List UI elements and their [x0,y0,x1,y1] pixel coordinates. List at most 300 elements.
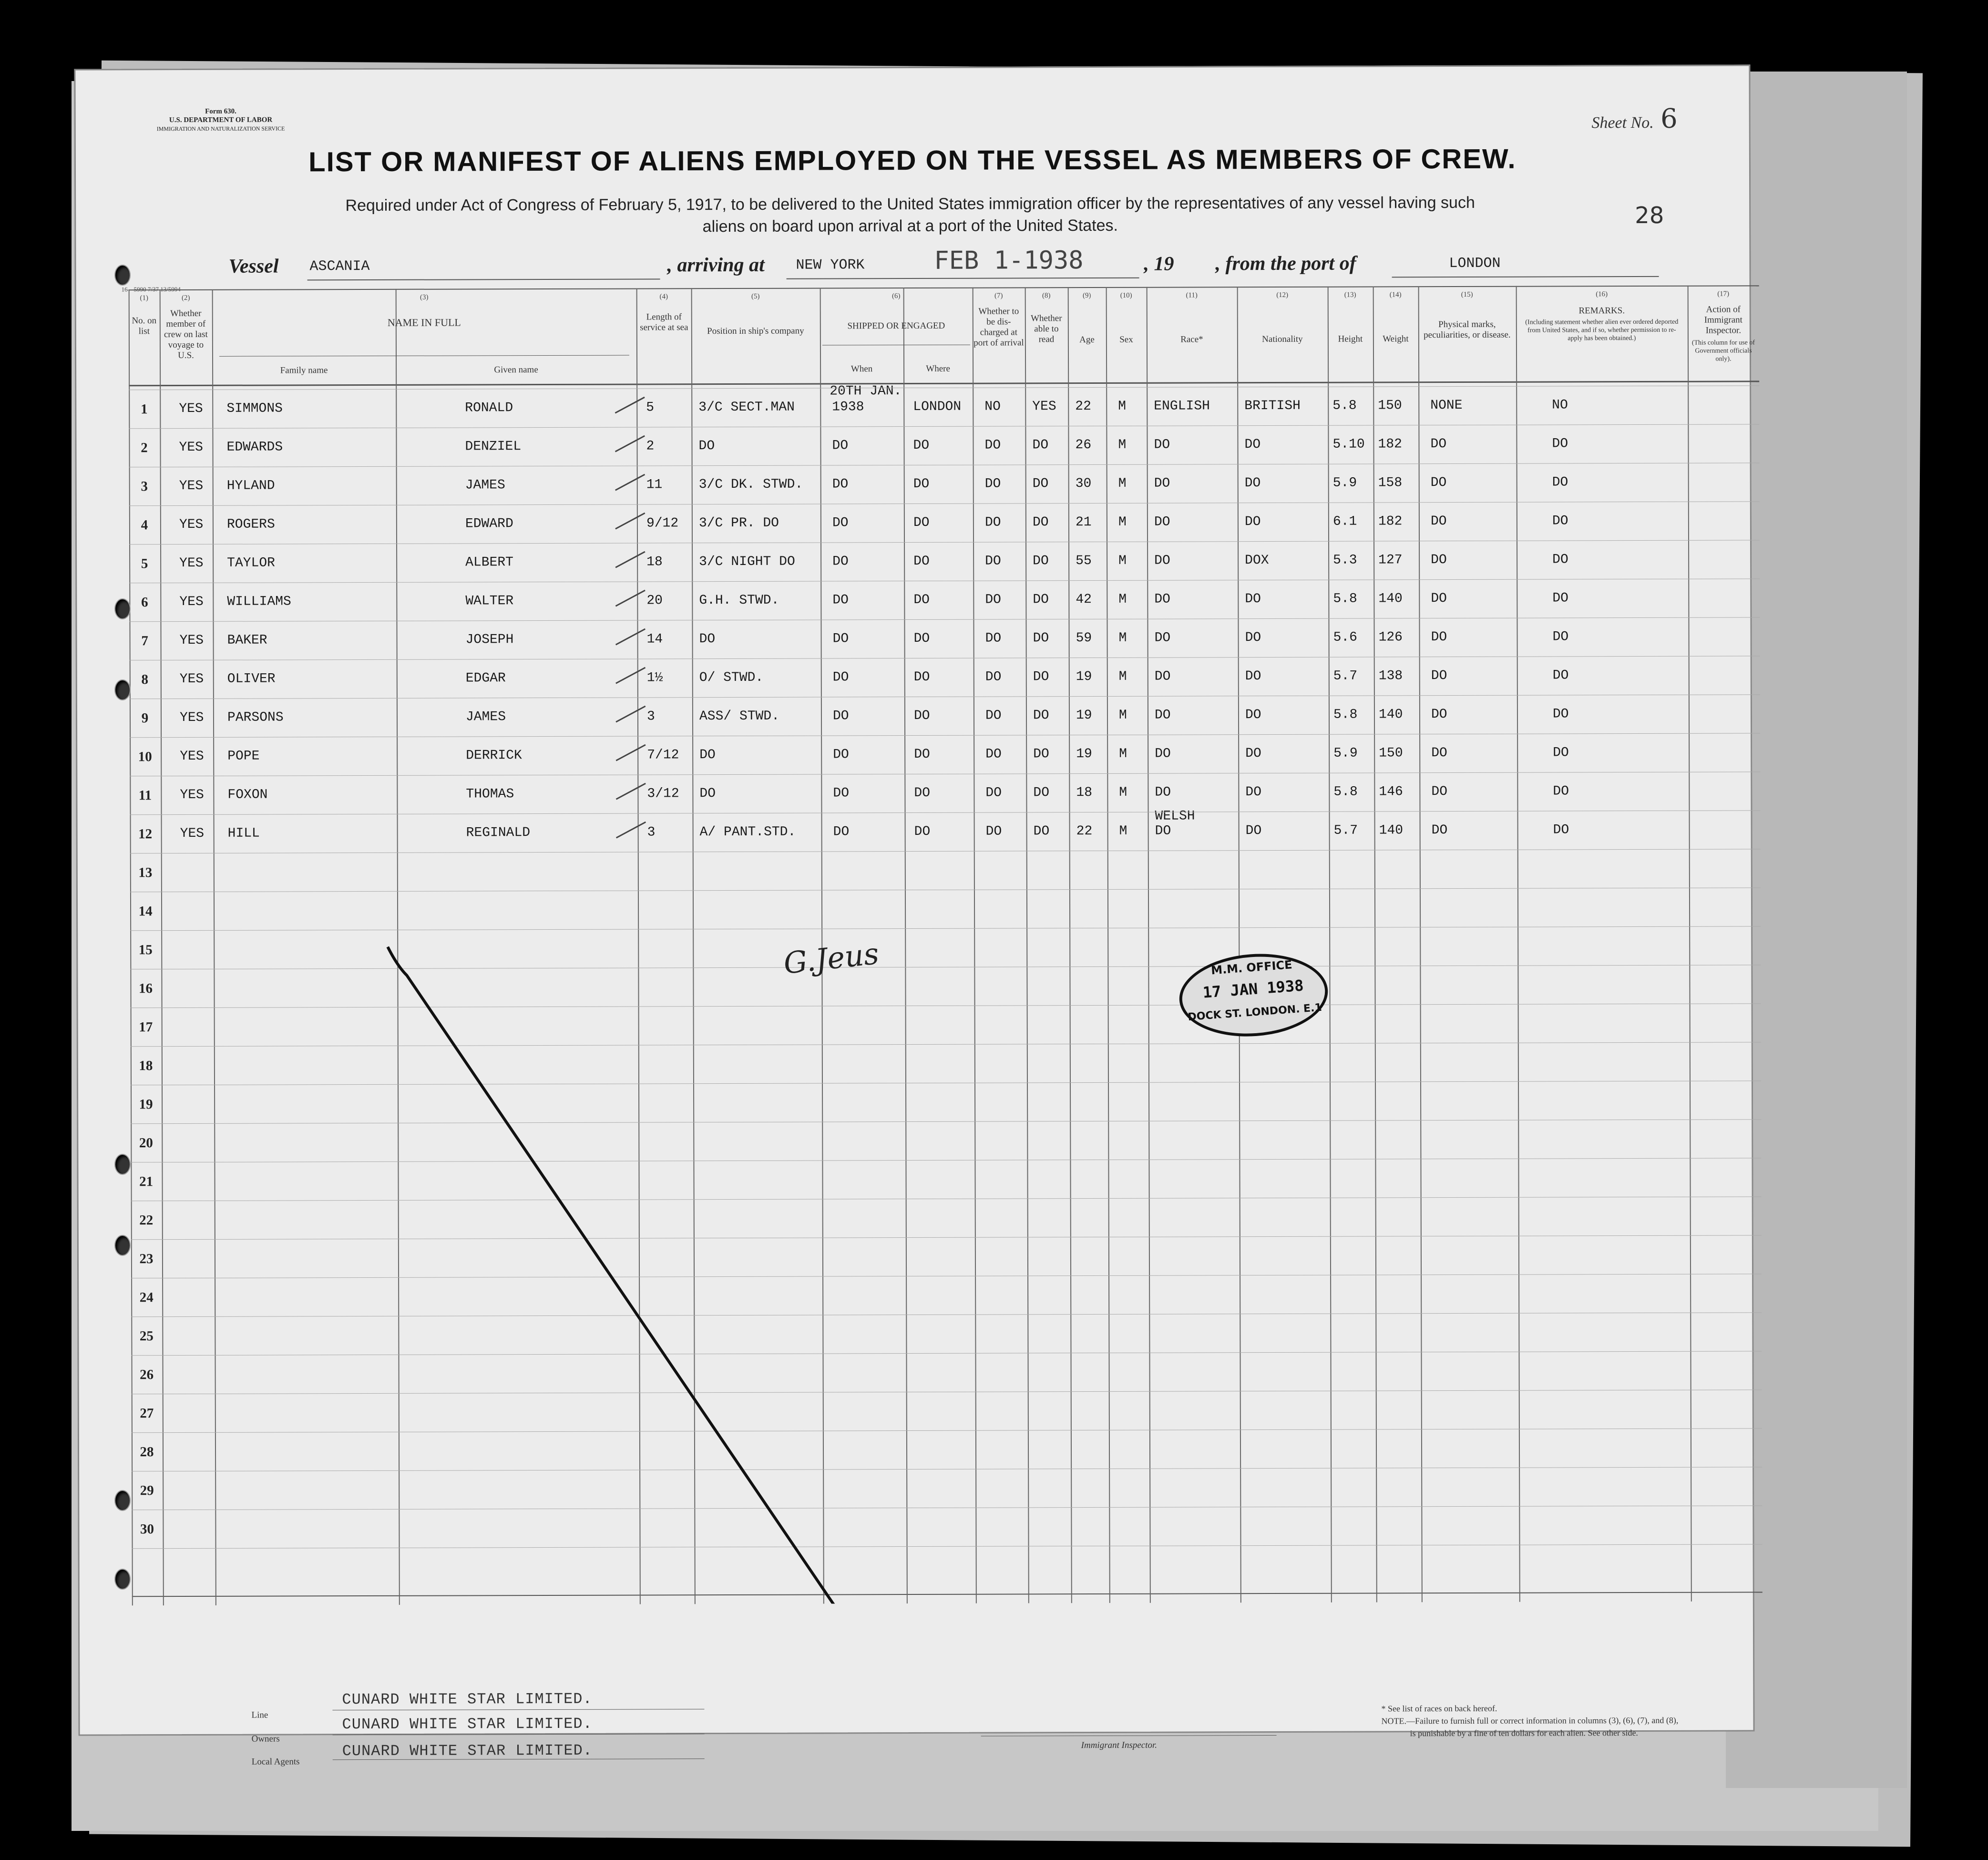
col-num: (12) [1276,291,1289,299]
cell-where: DO [913,515,930,531]
cell-sex: M [1118,553,1127,568]
cell-height: 5.8 [1333,784,1358,800]
stamp-date: 17 JAN 1938 [1202,976,1304,1002]
header-service: Length of service at sea [640,312,688,333]
cell-weight: 182 [1378,514,1403,529]
col-num: (8) [1042,292,1051,300]
empty-row-number: 24 [139,1290,154,1305]
subtitle-line-2: aliens on board upon arrival at a port of the United States. [702,216,1118,236]
cell-when: DO [832,670,849,685]
form-number: Form 630. [205,107,236,115]
cell-read: DO [1033,747,1049,762]
cell-age: 19 [1076,747,1092,762]
cell-age: 19 [1076,708,1092,723]
cell-given: EDWARD [465,516,513,532]
cell-height: 5.7 [1333,668,1358,684]
arriving-label: , arriving at [667,254,765,277]
cell-given: JAMES [465,478,505,493]
subtitle-line-1: Required under Act of Congress of February 5, 1917, to be delivered to the United States immigration officer by the representatives of any vessel having such [345,193,1475,215]
row-number: 3 [141,479,148,494]
col-num: (2) [181,294,190,302]
cell-physical: DO [1431,591,1447,606]
cell-race-top: WELSH [1155,809,1195,824]
cell-member: YES [179,594,204,610]
owners-rule [333,1734,705,1735]
cell-family: BAKER [227,633,267,648]
agents-value: CUNARD WHITE STAR LIMITED. [342,1741,593,1760]
cell-nationality: DO [1245,669,1261,684]
header-read: Whether able to read [1031,313,1062,345]
cell-read: DO [1033,708,1049,723]
cell-weight: 138 [1378,668,1403,684]
cell-when-top: 20TH JAN. [830,384,902,399]
cell-given: JOSEPH [465,632,514,647]
col-num: (15) [1461,290,1473,298]
cell-race: DO [1154,476,1170,491]
cell-read: DO [1032,515,1049,530]
col-num: (17) [1717,290,1730,298]
cell-where: DO [913,554,930,569]
cell-height: 5.3 [1333,553,1357,568]
page-title: LIST OR MANIFEST OF ALIENS EMPLOYED ON THE VESSEL AS MEMBERS OF CREW. [308,143,1517,178]
cell-family: PARSONS [227,710,284,725]
cell-age: 22 [1075,399,1091,414]
cell-read: YES [1032,399,1056,414]
row-number: 10 [138,749,152,765]
col-num: (13) [1344,291,1356,299]
cell-position: ASS/ STWD. [699,709,780,724]
cell-where: DO [913,476,930,492]
empty-row-number: 22 [139,1213,154,1228]
cell-service: 14 [646,632,663,647]
cell-sex: M [1118,437,1127,452]
note-failure: NOTE.—Failure to furnish full or correct information in columns (3), (6), (7), and (8), [1381,1715,1679,1726]
cell-nationality: DO [1244,514,1261,530]
empty-row-number: 28 [140,1444,154,1460]
sheet-label: Sheet No. [1591,113,1654,132]
cell-position: 3/C DK. STWD. [698,477,803,493]
sheet-number: 6 [1660,103,1678,134]
header-physical: Physical marks, peculiarities, or disease. [1424,319,1511,340]
header-when: When [851,364,873,374]
cell-service: 20 [646,593,663,608]
header-where: Where [926,363,950,374]
cell-service: 7/12 [647,748,679,763]
cell-height: 5.8 [1333,707,1358,722]
cell-when: DO [832,593,849,608]
header-position: Position in ship's company [707,326,804,337]
cell-nationality: DO [1245,785,1262,800]
col-num: (9) [1082,292,1091,300]
empty-row-number: 19 [139,1097,153,1112]
cell-position: 3/C NIGHT DO [699,554,795,570]
header-weight: Weight [1383,334,1409,344]
cell-sex: M [1118,514,1127,530]
stamp-bottom: DOCK ST. LONDON. E.1 [1187,1001,1322,1024]
empty-row-number: 26 [140,1367,154,1383]
col-num: (4) [659,293,668,301]
cell-physical: DO [1431,630,1447,645]
cell-when: DO [832,709,849,724]
col-num: (14) [1389,291,1402,299]
cell-nationality: DOX [1245,553,1269,568]
cell-given: RONALD [465,401,513,416]
port-underline [1392,276,1659,277]
cell-family: FOXON [227,787,268,802]
col-num: (3) [420,293,429,301]
cell-height: 5.10 [1332,437,1365,452]
punch-hole [114,1235,131,1256]
cell-position: G.H. STWD. [699,593,779,608]
cancel-line [388,945,869,1605]
cell-race: DO [1154,669,1171,684]
empty-row-number: 25 [139,1328,154,1344]
cell-service: 3 [646,709,655,724]
cell-nationality: DO [1245,746,1261,761]
col-num: (1) [140,294,148,302]
cell-position: DO [698,439,715,454]
col-num: (11) [1186,291,1198,299]
cell-race: DO [1155,746,1171,761]
cell-family: EDWARDS [226,440,283,455]
cell-height: 5.8 [1333,591,1357,606]
cell-member: YES [179,517,204,533]
cell-read: DO [1033,824,1050,839]
header-nationality: Nationality [1262,334,1303,345]
cell-family: POPE [227,749,260,764]
cell-race: DO [1154,708,1171,723]
header-discharged: Whether to be dis-charged at port of arrival [974,306,1024,348]
cell-weight: 150 [1378,398,1402,413]
cell-position: A/ PANT.STD. [699,824,796,840]
cell-member: YES [179,633,204,648]
stamp-top: M.M. OFFICE [1210,958,1293,977]
cell-age: 21 [1075,515,1092,530]
cell-height: 6.1 [1332,514,1357,529]
cell-remarks: DO [1552,552,1568,567]
cell-sex: M [1118,708,1127,723]
cell-family: SIMMONS [226,401,283,416]
manifest-table [129,285,1763,1605]
cell-service: 18 [646,555,663,570]
row-number: 7 [141,633,148,649]
cell-discharged: DO [985,824,1002,839]
from-port-label: , from the port of [1215,252,1356,275]
note-races: * See list of races on back hereof. [1381,1703,1497,1714]
cell-when: DO [832,515,849,531]
header-height: Height [1338,334,1363,344]
header-family: Family name [280,365,328,376]
cell-physical: DO [1430,475,1447,491]
cell-nationality: DO [1244,476,1261,491]
cell-physical: DO [1430,437,1447,452]
cell-given: ALBERT [465,555,514,570]
cell-age: 22 [1076,824,1093,839]
cell-read: DO [1033,669,1049,685]
cell-where: DO [914,785,931,801]
cell-sex: M [1119,823,1127,839]
cell-weight: 158 [1378,475,1403,491]
cell-where: DO [914,747,930,762]
empty-row-number: 17 [139,1019,153,1035]
arriving-port: NEW YORK [796,257,865,274]
cell-discharged: DO [985,669,1002,685]
header-action: Action of Immigrant Inspector. [1704,304,1742,336]
footer-block [132,1630,1763,1768]
cell-family: HILL [227,826,260,841]
cell-race: DO [1154,437,1170,452]
header-remarks: REMARKS. [1578,306,1625,316]
row-number: 6 [141,595,148,610]
line-value: CUNARD WHITE STAR LIMITED. [342,1690,593,1709]
header-name: NAME IN FULL [387,316,461,329]
note-fine: is punishable by a fine of ten dollars for each alien. See other side. [1410,1728,1638,1738]
cell-when: DO [833,824,850,840]
cell-where: DO [913,708,930,724]
cell-remarks: DO [1552,514,1568,529]
cell-service: 11 [646,477,663,493]
cell-member: YES [179,401,203,417]
empty-row-number: 18 [139,1058,153,1074]
cell-remarks: NO [1552,398,1568,413]
cell-family: TAYLOR [227,555,276,571]
cell-nationality: BRITISH [1244,398,1301,414]
row-number: 11 [138,788,152,803]
header-shipped: SHIPPED OR ENGAGED [847,320,945,331]
cell-position: DO [699,632,716,647]
cell-position: DO [699,748,716,763]
cell-weight: 182 [1378,437,1402,452]
empty-row-number: 14 [138,904,153,919]
cell-height: 5.6 [1333,630,1358,645]
cell-where: DO [913,631,930,647]
vessel-name: ASCANIA [309,258,370,275]
cell-discharged: DO [985,554,1001,569]
header-sex: Sex [1119,334,1133,345]
cell-age: 19 [1076,669,1092,685]
cell-sex: M [1119,785,1127,800]
cell-given: DENZIEL [465,439,522,454]
cell-physical: DO [1431,746,1447,761]
empty-row-number: 27 [140,1406,154,1421]
col-num: (7) [994,292,1003,300]
row-number: 9 [141,710,149,726]
cell-member: YES [179,440,203,455]
empty-row-number: 15 [138,942,153,958]
cancel-line-overlay [129,285,1763,1605]
cell-given: REGINALD [466,825,531,841]
cell-read: DO [1033,785,1050,801]
cell-read: DO [1033,554,1049,569]
row-number: 2 [141,440,148,456]
cell-member: YES [179,671,204,687]
cell-nationality: DO [1245,592,1261,607]
cell-when: DO [832,554,849,569]
cell-when: DO [833,786,850,801]
row-number: 1 [141,401,148,417]
cell-physical: DO [1431,823,1448,838]
cell-given: EDGAR [465,671,506,686]
print-code: 16—5990 7/37 13/5994 [121,286,181,293]
cell-age: 18 [1076,785,1093,801]
cell-weight: 126 [1378,630,1403,645]
cell-weight: 140 [1379,823,1404,838]
page-subtitle [266,191,1554,238]
cell-sex: M [1118,476,1127,491]
cell-weight: 150 [1379,746,1403,761]
line-label: Line [251,1710,268,1720]
empty-row-number: 13 [138,865,153,881]
cell-remarks: DO [1553,784,1569,799]
cell-member: YES [180,787,204,803]
cell-member: YES [179,478,204,494]
punch-hole [114,1569,131,1590]
cell-where: LONDON [913,399,962,415]
margin-number: 28 [1635,202,1664,229]
cell-age: 55 [1076,554,1092,569]
row-number: 5 [141,556,148,572]
punch-hole [114,1490,131,1511]
cell-read: DO [1032,438,1049,453]
agents-label: Local Agents [251,1757,300,1767]
year-label: , 19 [1144,253,1174,275]
punch-hole [114,1154,131,1175]
punch-hole [114,679,131,700]
cell-sex: M [1118,399,1127,414]
header-given: Given name [494,365,538,375]
cell-discharged: DO [985,708,1002,723]
cell-race: DO [1154,553,1170,568]
cell-race: ENGLISH [1154,399,1210,414]
arriving-underline [787,277,1139,279]
empty-row-number: 20 [139,1135,153,1151]
cell-remarks: DO [1552,707,1569,722]
cell-discharged: DO [984,476,1001,492]
cell-discharged: DO [985,785,1002,801]
cell-read: DO [1032,476,1049,492]
cell-where: DO [913,438,930,453]
cell-discharged: DO [984,438,1001,453]
cell-discharged: DO [985,747,1002,762]
cell-age: 42 [1076,592,1092,607]
cell-family: HYLAND [226,478,275,493]
cell-remarks: DO [1552,475,1568,490]
cell-position: 3/C PR. DO [698,515,779,531]
cell-sex: M [1118,669,1127,684]
signature: G.Jeus [781,935,881,981]
row-number: 8 [141,672,149,688]
cell-physical: DO [1431,707,1447,722]
arrival-date-stamp: FEB 1-1938 [934,246,1084,275]
cell-race: DO [1154,630,1171,646]
empty-row-number: 23 [139,1251,154,1267]
cell-remarks: DO [1552,591,1568,606]
header-age: Age [1079,335,1095,345]
cell-service: 1½ [646,670,663,686]
cell-where: DO [913,669,930,685]
cell-remarks: DO [1553,822,1569,838]
cell-given: JAMES [465,709,506,725]
voyage-line [228,246,1659,284]
cell-weight: 140 [1378,591,1403,606]
header-no: No. on list [132,316,157,337]
form-header-block [157,107,285,133]
header-member: Whether member of crew on last voyage to U.S. [164,308,208,361]
cell-service: 2 [646,439,655,454]
empty-row-number: 21 [139,1174,154,1190]
cell-height: 5.8 [1332,398,1357,413]
cell-member: YES [179,710,204,726]
col-num: (16) [1596,290,1608,298]
punch-hole [114,265,131,286]
cell-discharged: DO [984,515,1001,530]
vessel-underline [307,278,660,280]
cell-height: 5.9 [1332,475,1357,491]
row-number: 12 [138,826,153,842]
cell-position: DO [699,786,716,802]
cell-when: DO [832,477,849,492]
cell-nationality: DO [1245,823,1262,839]
cell-nationality: DO [1245,630,1261,646]
cell-service: 3/12 [647,786,679,802]
manifest-sheet [74,64,1755,1767]
cell-member: YES [179,555,204,571]
cell-age: 59 [1076,631,1092,646]
cell-given: WALTER [465,594,514,609]
cell-member: YES [180,826,205,842]
header-remarks-note: (Including statement whether alien ever ordered deported from United States, and if so, whether permission to re-apply has been obtained.) [1525,318,1679,342]
cell-height: 5.9 [1333,746,1358,761]
cell-given: THOMAS [466,787,514,802]
cell-race: DO [1155,785,1171,800]
cell-nationality: DO [1245,708,1261,723]
cell-given: DERRICK [466,748,522,763]
cell-physical: NONE [1430,398,1463,413]
cell-physical: DO [1431,668,1447,684]
header-race: Race* [1180,334,1203,345]
cell-remarks: DO [1552,436,1568,452]
punch-hole [114,598,131,619]
cell-when: DO [833,747,849,762]
col-num: (5) [751,292,760,300]
cell-discharged: DO [985,592,1002,607]
cell-remarks: DO [1553,745,1569,760]
cell-family: OLIVER [227,671,276,687]
cell-family: ROGERS [226,517,275,532]
cell-when: 1938 [832,400,864,415]
cell-family: WILLIAMS [227,594,291,609]
cell-read: DO [1033,631,1049,646]
cell-service: 5 [646,400,655,415]
empty-row-number: 29 [140,1483,154,1499]
cell-physical: DO [1430,514,1447,529]
cell-position: O/ STWD. [699,670,764,686]
cell-age: 26 [1075,438,1092,453]
cell-when: DO [832,631,849,647]
owners-value: CUNARD WHITE STAR LIMITED. [342,1715,593,1734]
empty-row-number: 30 [140,1521,154,1537]
cell-where: DO [914,824,931,840]
line-rule [332,1709,704,1710]
cell-service: 3 [647,825,656,840]
cell-height: 5.7 [1333,823,1358,838]
empty-row-number: 16 [138,981,153,997]
cell-race: DO [1154,592,1170,607]
cell-discharged: NO [984,399,1001,414]
cell-where: DO [913,592,930,608]
cell-position: 3/C SECT.MAN [698,400,795,415]
cell-age: 30 [1075,476,1092,492]
